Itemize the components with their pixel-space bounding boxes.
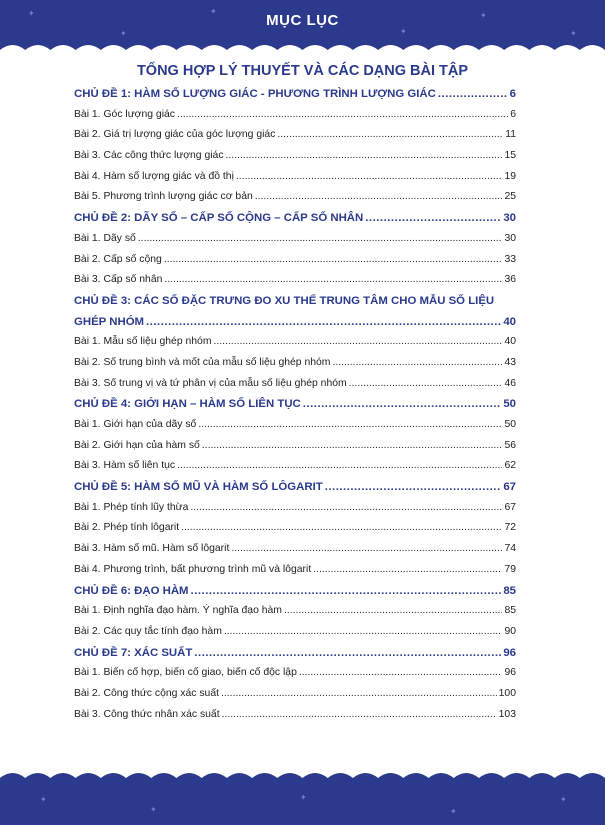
dot-leader [226, 146, 503, 167]
page-number: 33 [504, 253, 516, 265]
dot-leader [213, 332, 502, 353]
lesson-title: Bài 1. Giới hạn của dãy số [74, 419, 197, 430]
chapter-entry[interactable] [74, 208, 516, 229]
page-number: 67 [504, 501, 516, 513]
star-icon: ✦ [560, 795, 567, 804]
lesson-title: Bài 1. Dãy số [74, 232, 136, 244]
lesson-entry[interactable] [74, 353, 516, 374]
chapter-entry[interactable] [74, 477, 516, 498]
lesson-entry[interactable] [74, 705, 516, 726]
dot-leader [202, 436, 503, 457]
dot-leader [194, 643, 501, 664]
lesson-title: Bài 1. Biến cố hợp, biến cố giao, biến cố độc lập [74, 667, 297, 679]
chapter-title: CHỦ ĐỀ 5: HÀM SỐ MŨ VÀ HÀM SỐ LÔGARIT [74, 481, 323, 494]
dot-leader [221, 684, 497, 705]
lesson-title: Bài 3. Cấp số nhân [74, 274, 163, 286]
lesson-title: Bài 3. Hàm số liên tục [74, 460, 176, 472]
chapter-title: CHỦ ĐỀ 4: GIỚI HẠN – HÀM SỐ LIÊN TỤC [74, 398, 301, 411]
lesson-entry[interactable] [74, 125, 516, 146]
dot-leader [255, 187, 503, 208]
page-number: 50 [503, 398, 516, 411]
star-icon: ✦ [28, 9, 35, 18]
lesson-entry[interactable] [74, 601, 516, 622]
lesson-entry[interactable] [74, 436, 516, 457]
page-number: 90 [504, 625, 516, 637]
lesson-title: Bài 2. Các quy tắc tính đạo hàm [74, 625, 222, 637]
chapter-entry[interactable] [74, 581, 516, 602]
dot-leader [177, 456, 502, 477]
page-number: 25 [504, 191, 516, 203]
page-number: 43 [504, 356, 516, 368]
dot-leader [325, 477, 502, 498]
dot-leader [303, 394, 502, 415]
lesson-title: Bài 1. Định nghĩa đạo hàm. Ý nghĩa đạo hàm [74, 605, 282, 617]
lesson-entry[interactable] [74, 167, 516, 188]
page-title: MỤC LỤC [266, 12, 339, 29]
star-icon: ✦ [150, 805, 157, 814]
page-number: 36 [504, 274, 516, 286]
star-icon: ✦ [570, 29, 577, 38]
lesson-entry[interactable] [74, 229, 516, 250]
page-number: 40 [504, 336, 516, 348]
dot-leader [224, 622, 503, 643]
page-number: 103 [498, 708, 516, 720]
lesson-entry[interactable] [74, 187, 516, 208]
lesson-title: Bài 1. Phép tính lũy thừa [74, 501, 189, 513]
dot-leader [138, 229, 503, 250]
lesson-title: Bài 3. Công thức nhân xác suất [74, 708, 220, 720]
lesson-entry[interactable] [74, 270, 516, 291]
chapter-title: GHÉP NHÓM [74, 315, 145, 328]
lesson-title: Bài 3. Hàm số mũ. Hàm số lôgarit [74, 543, 230, 555]
dot-leader [236, 167, 503, 188]
page-number: 11 [505, 129, 516, 141]
page-number: 100 [498, 687, 516, 699]
dot-leader [231, 539, 502, 560]
lesson-entry[interactable] [74, 250, 516, 271]
star-icon: ✦ [480, 11, 487, 20]
page-number: 6 [510, 108, 516, 120]
chapter-title: CHỦ ĐỀ 6: ĐẠO HÀM [74, 584, 189, 597]
page-number: 30 [504, 232, 516, 244]
lesson-title: Bài 3. Số trung vị và tứ phân vị của mẫu số liệu ghép nhóm [74, 377, 347, 389]
lesson-title: Bài 2. Công thức cộng xác suất [74, 687, 220, 699]
page-number: 67 [503, 481, 516, 494]
lesson-title: Bài 4. Hàm số lượng giác và đồ thị [74, 170, 234, 182]
chapter-title: CHỦ ĐỀ 3: CÁC SỐ ĐẶC TRƯNG ĐO XU THẾ TRUNG TÂM CHO MẪU SỐ LIỆU [74, 294, 495, 307]
toc-title: TỔNG HỢP LÝ THUYẾT VÀ CÁC DẠNG BÀI TẬP [136, 63, 469, 79]
chapter-entry[interactable] [74, 394, 516, 415]
dot-leader [198, 415, 502, 436]
star-icon: ✦ [40, 795, 47, 804]
lesson-entry[interactable] [74, 415, 516, 436]
lesson-entry[interactable] [74, 332, 516, 353]
star-icon: ✦ [210, 7, 217, 16]
lesson-title: Bài 2. Cấp số cộng [74, 253, 162, 265]
header-wave-decoration [0, 40, 605, 60]
chapter-entry[interactable] [74, 291, 516, 312]
chapter-entry[interactable] [74, 312, 516, 333]
lesson-entry[interactable] [74, 498, 516, 519]
lesson-title: Bài 4. Phương trình, bất phương trình mũ và lôgarit [74, 563, 312, 575]
lesson-title: Bài 1. Góc lượng giác [74, 108, 175, 120]
dot-leader [164, 250, 503, 271]
dot-leader [190, 498, 502, 519]
lesson-title: Bài 2. Giá trị lượng giác của góc lượng giác [74, 129, 276, 141]
page-number: 62 [504, 460, 516, 472]
page-number: 56 [504, 439, 516, 451]
chapter-entry[interactable] [74, 84, 516, 105]
chapter-title: CHỦ ĐỀ 7: XÁC SUẤT [74, 646, 193, 659]
chapter-title: CHỦ ĐỀ 2: DÃY SỐ – CẤP SỐ CỘNG – CẤP SỐ NHÂN [74, 212, 364, 225]
page-number: 96 [503, 646, 516, 659]
footer-band [0, 782, 605, 825]
lesson-title: Bài 1. Mẫu số liệu ghép nhóm [74, 336, 212, 348]
page-number: 96 [504, 667, 516, 679]
lesson-title: Bài 2. Phép tính lôgarit [74, 522, 180, 534]
star-icon: ✦ [450, 807, 457, 816]
star-icon: ✦ [300, 793, 307, 802]
dot-leader [313, 560, 502, 581]
lesson-title: Bài 2. Giới hạn của hàm số [74, 439, 200, 451]
page-number: 15 [504, 150, 516, 162]
dot-leader [222, 705, 497, 726]
lesson-entry[interactable] [74, 518, 516, 539]
chapter-entry[interactable] [74, 643, 516, 664]
lesson-entry[interactable] [74, 622, 516, 643]
dot-leader [365, 208, 501, 229]
page-number: 85 [504, 605, 516, 617]
page-number: 40 [503, 315, 516, 328]
page-number: 85 [503, 584, 516, 597]
lesson-entry[interactable] [74, 539, 516, 560]
dot-leader [177, 105, 508, 126]
lesson-entry[interactable] [74, 374, 516, 395]
page-number: 30 [503, 212, 516, 225]
star-icon: ✦ [400, 27, 407, 36]
dot-leader [146, 312, 501, 333]
lesson-entry[interactable] [74, 663, 516, 684]
lesson-title: Bài 3. Các công thức lượng giác [74, 150, 224, 162]
lesson-entry[interactable] [74, 684, 516, 705]
lesson-entry[interactable] [74, 560, 516, 581]
dot-leader [332, 353, 502, 374]
dot-leader [284, 601, 502, 622]
table-of-contents [74, 84, 516, 725]
dot-leader [164, 270, 502, 291]
page-number: 50 [504, 419, 516, 430]
chapter-title: CHỦ ĐỀ 1: HÀM SỐ LƯỢNG GIÁC - PHƯƠNG TRÌNH LƯỢNG GIÁC [74, 88, 436, 100]
star-icon: ✦ [120, 29, 127, 38]
page-number: 19 [504, 170, 516, 182]
dot-leader [191, 581, 502, 602]
lesson-title: Bài 2. Số trung bình và mốt của mẫu số liệu ghép nhóm [74, 356, 331, 368]
lesson-entry[interactable] [74, 146, 516, 167]
lesson-entry[interactable] [74, 456, 516, 477]
dot-leader [299, 663, 503, 684]
page-number: 74 [504, 543, 516, 555]
page-number: 72 [504, 522, 516, 534]
page-number: 6 [509, 88, 516, 100]
lesson-entry[interactable] [74, 105, 516, 126]
dot-leader [438, 84, 508, 105]
dot-leader [349, 374, 503, 395]
page-number: 79 [504, 563, 516, 575]
dot-leader [277, 125, 503, 146]
lesson-title: Bài 5. Phương trình lượng giác cơ bản [74, 191, 253, 203]
dot-leader [181, 518, 502, 539]
page-number: 46 [504, 377, 516, 389]
